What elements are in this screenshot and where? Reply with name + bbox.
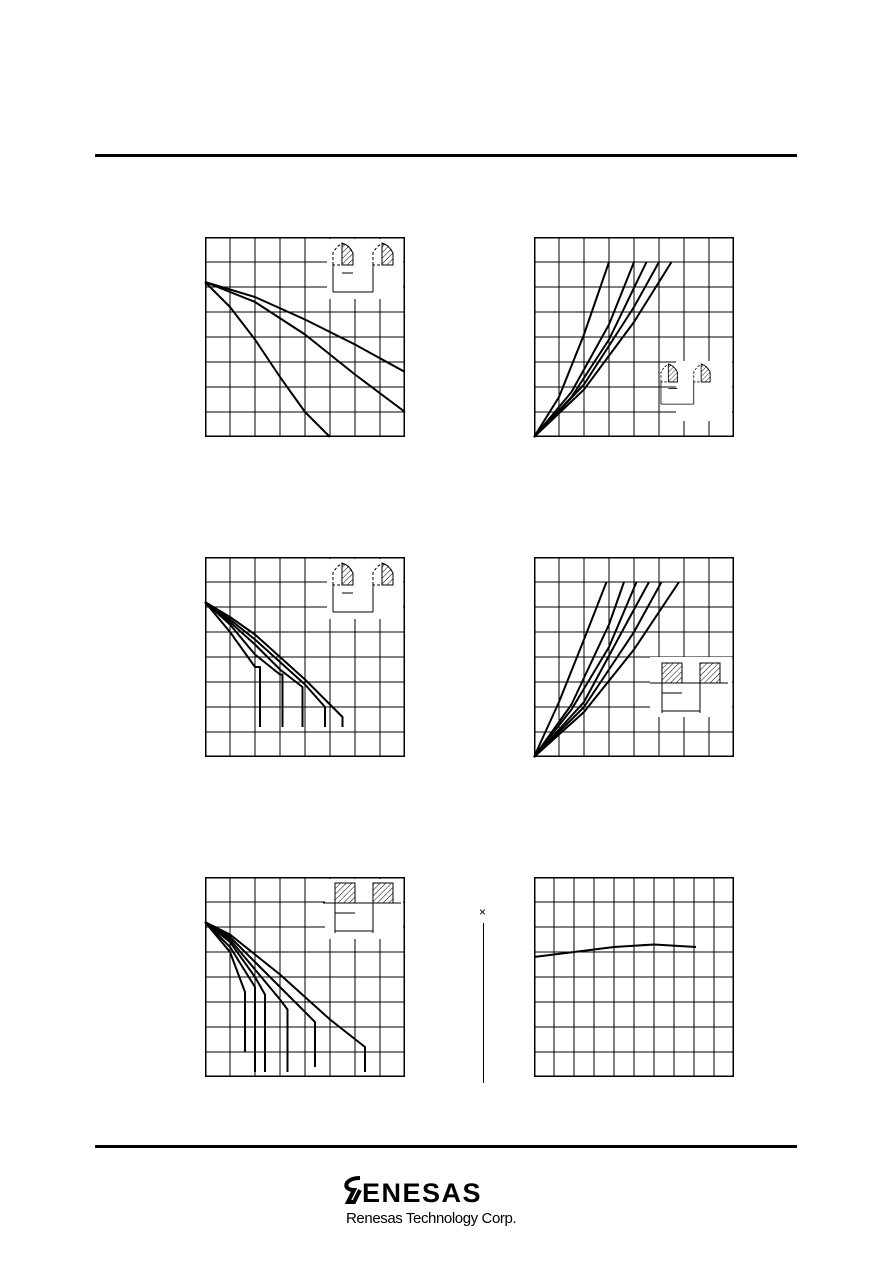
chart-1 [205, 237, 405, 437]
bottom-rule [95, 1145, 797, 1148]
chart-3 [205, 557, 405, 757]
series-line-1 [534, 945, 696, 958]
series-line-3 [534, 582, 637, 757]
chart-2 [534, 237, 734, 437]
series-line-1 [534, 262, 609, 437]
renesas-wordmark [340, 1176, 550, 1208]
legend-area [327, 239, 403, 299]
series-line-1 [205, 282, 330, 437]
series-line-4 [534, 582, 649, 757]
axis-rule [483, 923, 484, 1083]
company-name: Renesas Technology Corp. [346, 1210, 517, 1227]
legend-area [327, 559, 403, 619]
multiply-mark: × [479, 905, 487, 919]
series-line-2 [205, 602, 283, 727]
series-line-6 [205, 922, 365, 1072]
pulse-block [700, 663, 720, 683]
chart-6 [534, 877, 734, 1077]
series-line-5 [205, 922, 315, 1067]
series-line-4 [205, 602, 325, 727]
chart-5 [205, 877, 405, 1077]
series-line-4 [205, 922, 288, 1072]
renesas-logo [340, 1176, 550, 1232]
pulse-block [662, 663, 682, 683]
chart-4 [534, 557, 734, 757]
pulse-block [335, 883, 355, 903]
svg-text:ENESAS: ENESAS [362, 1178, 483, 1208]
series-line-4 [534, 262, 659, 437]
pulse-block [373, 883, 393, 903]
top-rule [95, 154, 797, 157]
series-line-2 [534, 582, 624, 757]
